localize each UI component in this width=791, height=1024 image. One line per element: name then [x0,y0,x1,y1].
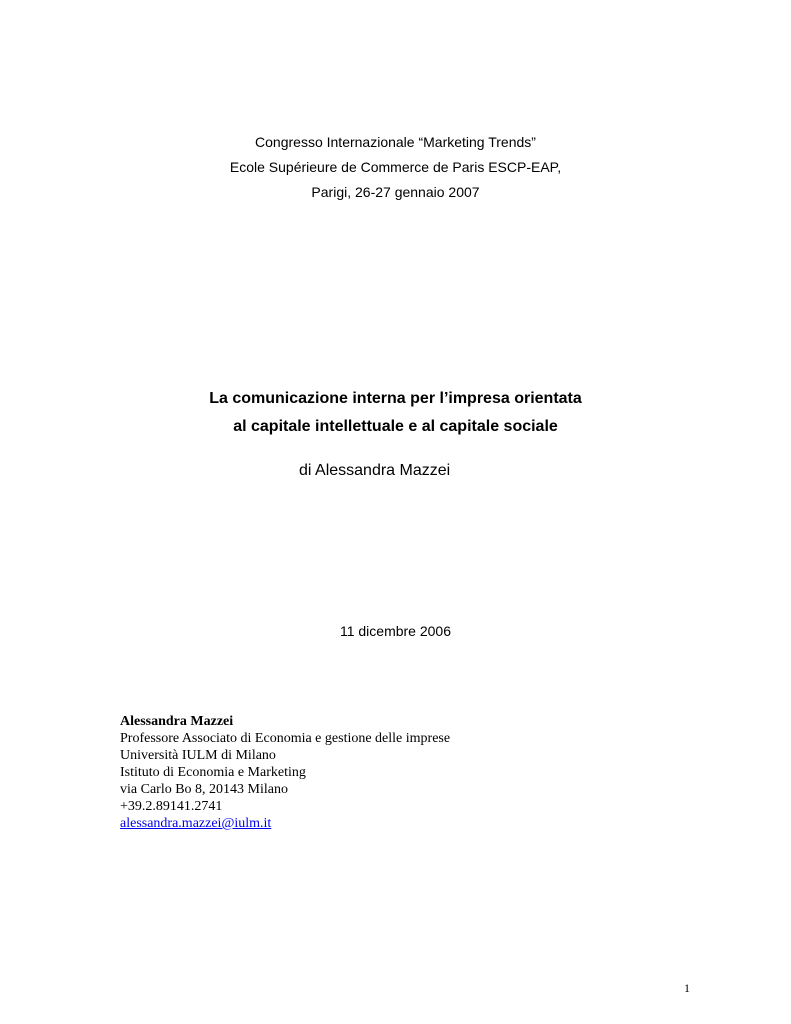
contact-university: Università IULM di Milano [120,748,276,763]
author-contact-block [120,713,450,832]
conference-school: Ecole Supérieure de Commerce de Paris ESCP-EAP, [229,159,562,175]
contact-position: Professore Associato di Economia e gestione delle imprese [120,731,451,746]
paper-title-line-2: al capitale intellettuale e al capitale sociale [233,418,558,435]
author-byline: di Alessandra Mazzei [299,462,451,479]
conference-header [0,130,791,205]
paper-title-line-1: La comunicazione interna per l’impresa orientata [209,390,582,407]
contact-email-link[interactable]: alessandra.mazzei@iulm.it [120,816,272,831]
contact-address: via Carlo Bo 8, 20143 Milano [120,782,288,797]
contact-name: Alessandra Mazzei [120,714,234,729]
conference-name: Congresso Internazionale “Marketing Trends” [255,134,536,150]
paper-title [0,385,791,441]
page-number: 1 [684,981,690,995]
contact-institute: Istituto di Economia e Marketing [120,765,306,780]
contact-phone: +39.2.89141.2741 [120,799,223,814]
document-date: 11 dicembre 2006 [339,623,452,639]
conference-place-date: Parigi, 26-27 gennaio 2007 [311,184,480,200]
